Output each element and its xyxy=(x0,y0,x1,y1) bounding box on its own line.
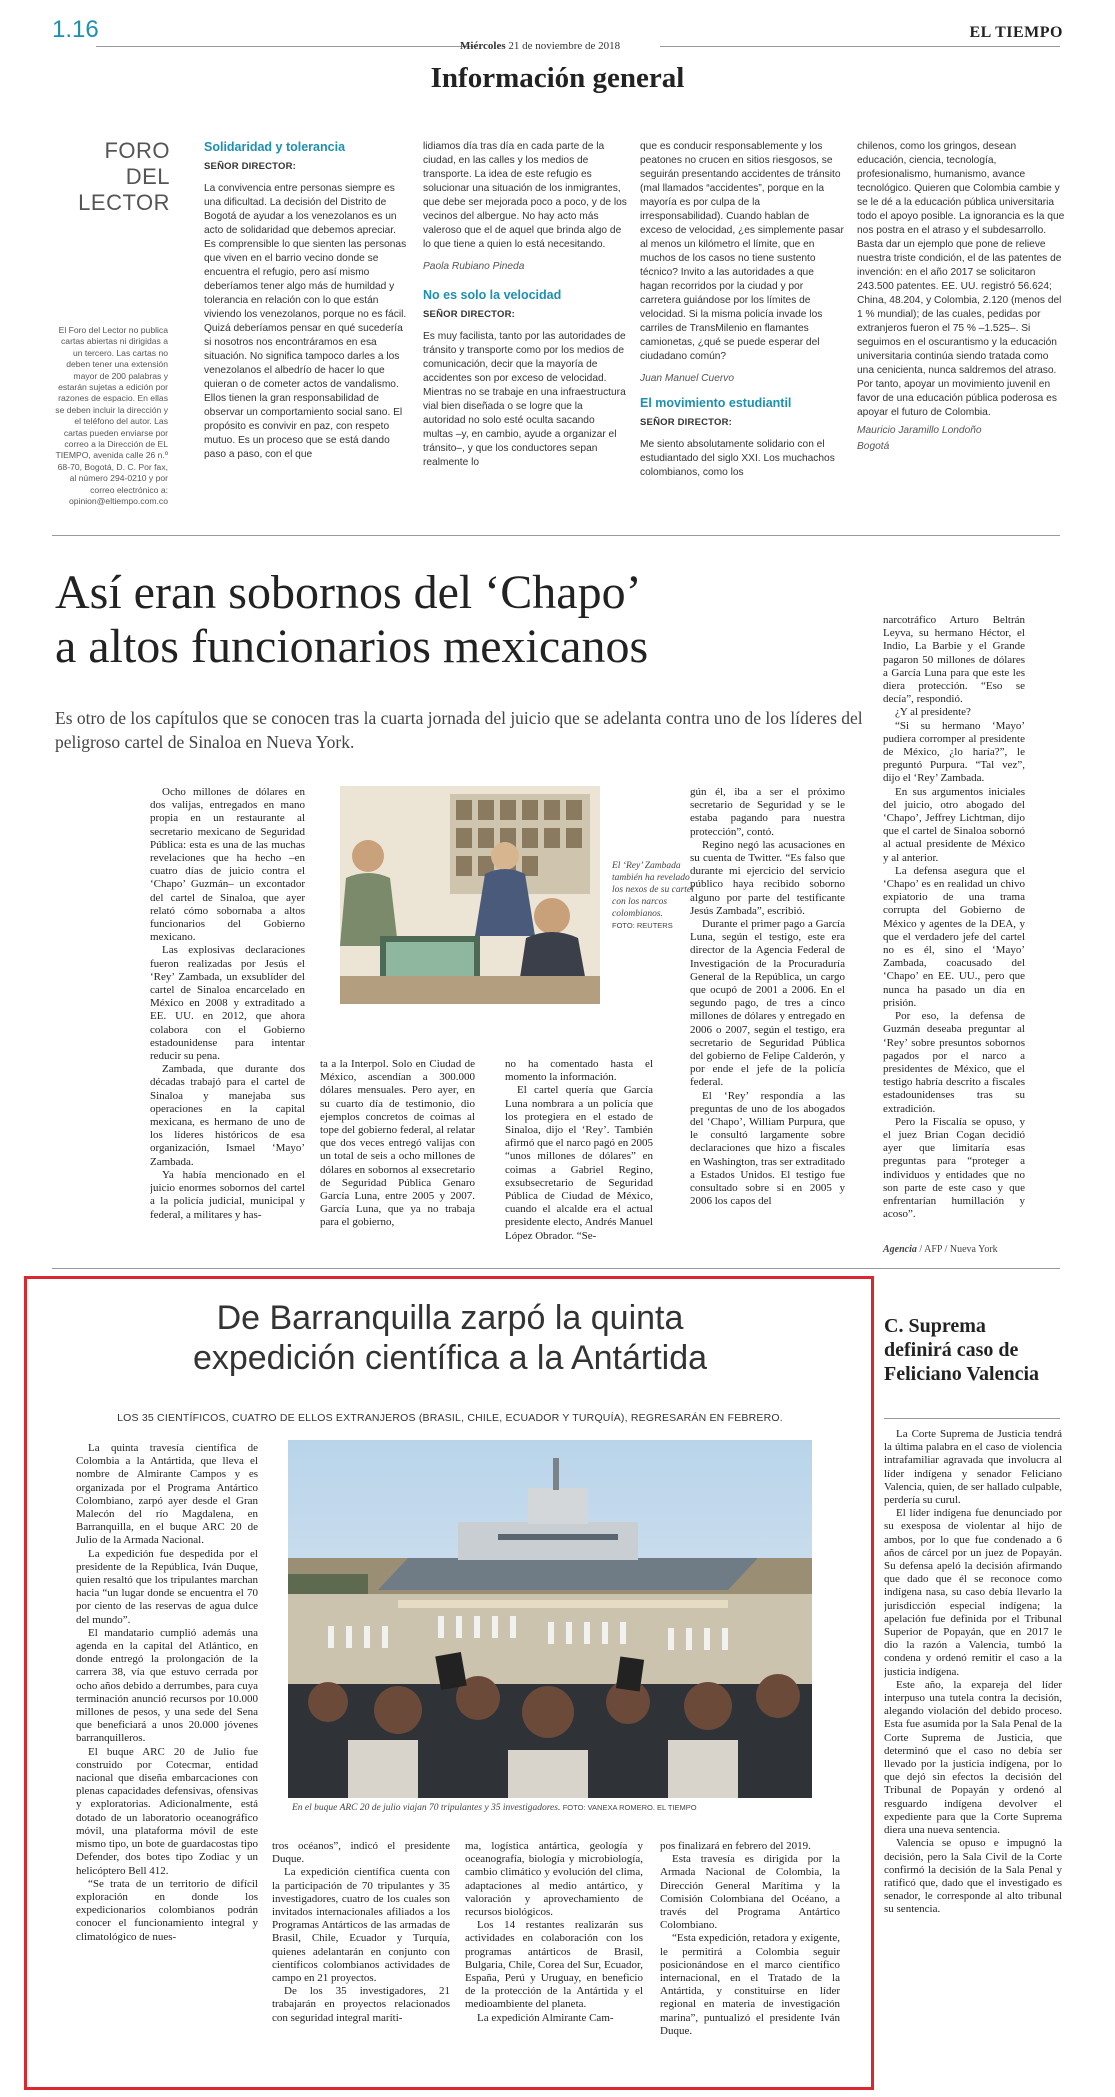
suprema-p4: Valencia se opuso e impugnó la decisión, pero la Sala Civil de la Corte confirmó la decisión de la Sala Penal y ratificó que, dado que el investigado es senador, le corresponde al alto tribunal su sentencia. xyxy=(884,1837,1062,1916)
antartida-column-3 xyxy=(465,1840,643,2076)
chapo-col4-p4: El ‘Rey’ respondía a las preguntas de uno de los abogados del ‘Chapo’, William Purpura, que le consultó largamente sobre declaraciones que hizo a fiscales en Washington, tras ser extraditado a Estados Unidos. El testigo fue consultado sobre si en 2005 y 2006 los capos del xyxy=(690,1089,845,1208)
chapo-col5-p5: La defensa asegura que el ‘Chapo’ es en realidad un chivo expiatorio de una trama corrupta del Gobierno de México y agentes de la DEA, y que el verdadero jefe del cartel no es él, sino el ‘Mayo’ Zambada, coacusado del ‘Chapo’ en EE. UU., pero que nunca ha pasado un día en prisión. xyxy=(883,864,1025,1009)
letter1-body-2: lidiamos día tras día en cada parte de la ciudad, en las calles y los medios de transporte. La idea de este refugio es solucionar una situación de los inmigrantes, que debe ser mejorada poco a poco, y de los vecinos del albergue. No hay acto más valeroso que el de aquel que brinda algo de lo que tiene a quien lo está necesitando. xyxy=(423,141,627,250)
chapo-caption-source: FOTO: REUTERS xyxy=(612,921,673,930)
courtroom-sketch-svg xyxy=(340,786,600,1004)
antartida-headline-line1: De Barranquilla zarpó la quinta xyxy=(216,1299,684,1337)
letter1-salutation: SEÑOR DIRECTOR: xyxy=(204,161,297,172)
foro-divider xyxy=(52,535,1060,536)
foro-column-4 xyxy=(857,140,1065,522)
foro-column-2 xyxy=(423,140,627,522)
letter3-city: Bogotá xyxy=(857,441,890,452)
antartida-col1-p1: La quinta travesía científica de Colombia a la Antártida, que lleva el nombre de Almirante Campos y es organizada por el Programa Antártico Colombiano, zarpó ayer desde el Gran Malecón del río Magdalena, en Barranquilla, en el buque ARC 20 de Julio de la Armada Nacional. xyxy=(76,1442,258,1547)
foro-title-line1: FORO DEL xyxy=(104,138,170,189)
letter2-body-2: que es conducir responsablemente y los peatones no crucen en sitios riesgosos, se seguirán presentando accidentes de tránsito (mal llamados “accidentes”, porque en la mayoría es por culpa de la irresponsabilidad). Cuando hablan de exceso de velocidad, ¿es simplemente pasar al menos un kilómetro el límite, que en muchos de los casos no tiene sustento técnico? Invito a las autoridades a que hagan recorridos por la ciudad y por carretera guiándose por los límites de velocidad. Si la misma policía invade los carriles de TransMilenio en flamantes camionetas, ¿qué se puede esperar del ciudadano común? xyxy=(640,141,844,362)
antartida-column-1 xyxy=(76,1442,258,2076)
chapo-col5-p6: Por eso, la defensa de Guzmán deseaba preguntar al ‘Rey’ sobre presuntos sobornos pagados por el narco a presidentes de México, que el testigo habría descrito a fiscales estadounidenses tras su extradición. xyxy=(883,1010,1025,1115)
page-number xyxy=(52,16,99,44)
antartida-col2-p2: La expedición científica cuenta con la participación de 70 tripulantes y 35 investigadores, cuatro de los cuales son invitados internacionales afiliados a los Programas Antárticos de las armadas de Brasil, Chile, Ecuador y Turquía, quienes adelantarán en conjunto con científicos colombianos actividades de campo en 21 proyectos. xyxy=(272,1866,450,1985)
letter1-body-1: La convivencia entre personas siempre es una dificultad. La decisión del Distrito de Bogotá de ayudar a los venezolanos es un acto de solidaridad que debemos apreciar. Es comprensible lo que sienten las personas que viven en el barrio vecino donde se encuentra el refugio, pero así mismo deberíamos tener algo más de humildad y tolerancia en relación con lo que están viviendo los venezolanos, porque no es fácil. Quizá deberíamos pensar en qué sucedería si nosotros nos encontráramos en esa situación. No significa tampoco darles a los venezolanos el albedrío de hacer lo que quieran o de cometer actos de vandalismo. Ellos tienen la gran responsabilidad de observar un comportamiento social sano. El propósito es convivir en paz, con respeto mutuo. Es un proceso que se está dando paso a paso, con el que xyxy=(204,183,407,460)
chapo-headline xyxy=(55,566,875,674)
chapo-col4-p3: Durante el primer pago a García Luna, según el testigo, este era director de la Agencia Federal de Investigación de la Procuraduría General de la República, un cargo que ocupó de 2001 a 2006. En el segundo pago, de tres a cinco millones de dólares y entregado en 2006 o 2007, según el testigo, era secretario de Seguridad Pública del gobierno de Felipe Calderón, y por ende el jefe de la policía federal. xyxy=(690,918,845,1089)
antartida-col2-p3: De los 35 investigadores, 21 trabajarán en proyectos relacionados con seguridad integral maríti- xyxy=(272,1985,450,2024)
chapo-col3-p1: no ha comentado hasta el momento la información. xyxy=(505,1058,653,1084)
chapo-credit-agency: Agencia xyxy=(883,1244,917,1255)
antartida-col2-p1: tros océanos”, indicó el presidente Duque. xyxy=(272,1840,450,1866)
chapo-col1-p1: Ocho millones de dólares en dos valijas, entregados en mano propia en un restaurante al secretario mexicano de Seguridad Pública: esta es una de las muchas revelaciones que ha hecho –en cuatro días de juicio contra el ‘Chapo’ Guzmán– un excontador del cartel de Sinaloa, que ayer relató cómo sobornaba a altos funcionarios del Gobierno mexicano. xyxy=(150,786,305,944)
chapo-col3-p2: El cartel quería que García Luna nombrara a un policía que los protegiera en el estado de Sinaloa, dijo el ‘Rey’. También afirmó que el narco pagó en 2005 “unos millones de dólares” en coimas a Gabriel Regino, exsubsecretario de Seguridad Pública de Ciudad de México, cuando el alcalde era el actual presidente electo, Andrés Manuel López Obrador. “Se- xyxy=(505,1084,653,1242)
letter1-signature: Paola Rubiano Pineda xyxy=(423,261,525,272)
ship-photo-svg xyxy=(288,1440,812,1798)
suprema-p1: La Corte Suprema de Justicia tendrá la última palabra en el caso de violencia intrafamiliar agravada que involucra al líder indígena y senador Feliciano Valencia, quien, de ser hallado culpable, perdería su curul. xyxy=(884,1428,1062,1507)
header-date-rest: 21 de noviembre de 2018 xyxy=(508,40,621,52)
antartida-caption-source: FOTO: VANEXA ROMERO. EL TIEMPO xyxy=(562,1803,697,1812)
chapo-col4-p2: Regino negó las acusaciones en su cuenta de Twitter. “Es falso que durante mi ejercicio del servicio público haya recibido soborno alguno por parte del testificante Jesús Zambada”, escribió. xyxy=(690,838,845,917)
letter3-salutation: SEÑOR DIRECTOR: xyxy=(640,417,733,428)
antartida-subhead: LOS 35 CIENTÍFICOS, CUATRO DE ELLOS EXTRANJEROS (BRASIL, CHILE, ECUADOR Y TURQUÍA), REGRESARÁN EN FEBRERO. xyxy=(117,1412,783,1424)
chapo-column-4 xyxy=(690,786,845,1268)
chapo-deck: Es otro de los capítulos que se conocen tras la cuarta jornada del juicio que se adelanta contra uno de los líderes del peligroso cartel de Sinaloa en Nueva York. xyxy=(55,708,863,752)
chapo-column-5 xyxy=(883,614,1025,1242)
suprema-column xyxy=(884,1428,1062,2068)
chapo-col5-p2: ¿Y al presidente? xyxy=(895,706,971,719)
antartida-caption-text: En el buque ARC 20 de julio viajan 70 tripulantes y 35 investigadores. xyxy=(292,1803,561,1813)
antartida-col3-p2: Los 14 restantes realizarán sus actividades en colaboración con los programas antárticos de Brasil, Bulgaria, Chile, Corea del Sur, Ecuador, España, Perú y Uruguay, en beneficio de la protección de la Antártida y el medioambiente del planeta. xyxy=(465,1919,643,2011)
chapo-col5-p1: narcotráfico Arturo Beltrán Leyva, su hermano Héctor, el Indio, La Barbie y el Grande pagaron 50 millones de dólares a García Luna para que este les diera protección. “Eso se decía”, respondió. xyxy=(883,614,1025,706)
section-title: Información general xyxy=(430,62,685,94)
chapo-credit xyxy=(883,1244,998,1255)
chapo-caption xyxy=(612,860,694,932)
antartida-col1-p4: El buque ARC 20 de Julio fue construido por Cotecmar, entidad nacional que diseña embarcaciones con plenas capacidades defensivas, ofensivas y exploratorias. Adicionalmente, está dotado de un laboratorio oceanográfico móvil, una plataforma móvil de este mismo tipo, un bote de guardacostas tipo Defender, dos botes tipo Zodiac y un helicóptero Bell 412. xyxy=(76,1745,258,1877)
antartida-col3-p3: La expedición Almirante Cam- xyxy=(477,2011,614,2024)
letter2-signature: Juan Manuel Cuervo xyxy=(640,373,735,384)
letter1-title: Solidaridad y tolerancia xyxy=(204,140,346,154)
header-rule-left xyxy=(96,46,476,47)
suprema-p2: El líder indígena fue denunciado por su exesposa de violentar al hijo de ambos, por lo que fue condenado a 6 años de cárcel por un juez de Popayán. Su defensa apeló la decisión afirmando que dado que él se reconoce como indígena nasa, su caso debía llevarlo la jurisdicción especial indígena; la apelación fue definida por el Tribunal Superior de Popayán, que en 2017 le dio la razón a Valencia, tumbó la condena y ordenó remitir el caso a la justicia indígena. xyxy=(884,1507,1062,1678)
chapo-col5-p4: En sus argumentos iniciales del juicio, otro abogado del ‘Chapo’, Jeffrey Lichtman, dijo que el cartel de Sinaloa sobornó al actual presidente de México y al anterior. xyxy=(883,785,1025,864)
chapo-credit-rest: / AFP / Nueva York xyxy=(916,1244,998,1255)
foro-notice: El Foro del Lector no publica cartas abiertas ni dirigidas a un tercero. Las cartas no deben tener una extensión mayor de 200 palabras y estarán sujetas a edición por razones de espacio. En ellas se deben incluir la dirección y el teléfono del autor. Las cartas pueden enviarse por correo a la Dirección de EL TIEMPO, avenida calle 26 n.º 68-70, Bogotá, D. C. Por fax, al número 294-0210 y por correo electrónico a: opinion@eltiempo.com.co xyxy=(55,325,168,507)
antartida-col4-p3: “Esta expedición, retadora y exigente, le permitirá a Colombia seguir posicionándose en el marco científico internacional, en el Tratado de la Antártida, y constituirse en líder regional en materia de investigación marina”, puntualizó el presidente Iván Duque. xyxy=(660,1932,840,2037)
header-date-day: Miércoles xyxy=(460,40,506,52)
brand-logo: EL TIEMPO xyxy=(969,24,1063,41)
antartida-col1-p3: El mandatario cumplió además una agenda en la capital del Atlántico, en donde entregó la prolongación de la carrera 38, vía que estuvo cerrada por ocho años debido a derrumbes, para cuya terminación anunció recursos por 10.000 millones de pesos, y una sede del Sena que beneficiará a unos 20.000 jóvenes barranquilleros. xyxy=(76,1626,258,1745)
antartida-col4-p1: pos finalizará en febrero del 2019. xyxy=(660,1840,811,1852)
antartida-col3-p1: ma, logística antártica, geología y oceanografía, biología y microbiología, cambio climático y evolución del clima, adaptaciones al medio antártico, y valoración y aprovechamiento de recursos biológicos. xyxy=(465,1840,643,1919)
foro-column-1 xyxy=(204,140,408,522)
letter3-title: El movimiento estudiantil xyxy=(640,396,792,410)
chapo-col1-p3: Zambada, que durante dos décadas trabajó para el cartel de Sinaloa y manejaba sus operaciones en la capital mexicana, es hermano de uno de los líderes históricos de esa organización, Ismael ‘Mayo’ Zambada. xyxy=(150,1063,305,1168)
antartida-col1-p5: “Se trata de un territorio de difícil exploración en donde los expedicionarios colombianos podrán conocer el funcionamiento integral y climatológico de nues- xyxy=(76,1877,258,1943)
chapo-column-1 xyxy=(150,786,305,1266)
page-number-accent: 1.16 xyxy=(52,16,99,43)
chapo-col1-p4: Ya había mencionado en el juicio enormes sobornos del cartel a la policía judicial, municipal y federal, a militares y has- xyxy=(150,1168,305,1221)
chapo-divider xyxy=(52,1268,1060,1269)
chapo-caption-text: El ‘Rey’ Zambada también ha revelado los nexos de su cartel con los narcos colombianos. xyxy=(612,861,694,919)
antartida-col1-p2: La expedición fue despedida por el presidente de la República, Iván Duque, quien resaltó que los tripulantes marchan hacia “un lugar donde se encuentra el 70 por ciento de las reservas de agua dulce del mundo”. xyxy=(76,1547,258,1626)
chapo-headline-line2: a altos funcionarios mexicanos xyxy=(55,620,649,673)
chapo-column-2 xyxy=(320,1058,475,1268)
antartida-ship-photo xyxy=(288,1440,812,1798)
letter3-signature: Mauricio Jaramillo Londoño xyxy=(857,425,982,436)
header-rule-right xyxy=(660,46,1060,47)
letter2-body-1: Es muy facilista, tanto por las autoridades de tránsito y transporte como por los medios de comunicación, decir que la mayoría de accidentes son por exceso de velocidad. Mientras no se trabaje en una infraestructura vial bien diseñada o se logre que la autoridad no solo esté oculta sacando multas –y, en cambio, ayude a organizar el tránsito–, y que los conductores sepan realmente lo xyxy=(423,331,626,468)
antartida-column-2 xyxy=(272,1840,450,2076)
antartida-column-4 xyxy=(660,1840,840,2076)
suprema-headline: C. Suprema definirá caso de Feliciano Valencia xyxy=(884,1315,1039,1385)
chapo-col5-p7: Pero la Fiscalía se opuso, y el juez Brian Cogan decidió ayer que limitaría esas preguntas para “proteger a individuos y entidades que no son parte de este caso y que enfrentarían humillación y acoso”. xyxy=(883,1115,1025,1221)
letter2-salutation: SEÑOR DIRECTOR: xyxy=(423,309,516,320)
letter3-body-2: chilenos, como los gringos, desean educación, ciencia, tecnología, profesionalismo, humanismo, avance tecnológico. Quieren que Colombia cambie y se le dé a la educación pública universitaria todo el apoyo posible. La ignorancia es la que nos postra en el atraso y el subdesarrollo. Basta dar un ejemplo que pone de relieve nuestra triste condición, el de las patentes de invención: en el año 2017 se solicitaron 243.500 patentes. EE. UU. registró 56.624; China, 48.204, y Colombia, 2.120 (menos del 1 % mundial); de las cuales, pedidas por extranjeros fueron el 75 % –1.525–. Si seguimos en el oscurantismo y la educación universitaria continúa siendo tratada como una cenicienta, nunca saldremos del atraso. Por tanto, apoyar un movimiento juvenil en favor de una educación pública poderosa es apoyar el futuro de Colombia. xyxy=(857,141,1065,418)
suprema-rule xyxy=(884,1418,1060,1419)
chapo-col4-p1: gún él, iba a ser el próximo secretario de Seguridad y se le estaba pagando para nuestra protección”, contó. xyxy=(690,786,845,838)
letter2-title: No es solo la velocidad xyxy=(423,288,562,302)
chapo-col2-p1: ta a la Interpol. Solo en Ciudad de México, ascendían a 300.000 dólares mensuales. Pero ayer, en su cuarto día de testimonio, dio ejemplos concretos de coimas al tope del gobierno federal, al relatar que dos veces entregó valijas con un total de seis a ocho millones de dólares en sobornos al exsecretario de Seguridad Pública Genaro García Luna, entre 2005 y 2007. García Luna, que ya no trabaja para el gobierno, xyxy=(320,1058,475,1229)
chapo-headline-line1: Así eran sobornos del ‘Chapo’ xyxy=(55,566,642,619)
chapo-courtroom-sketch xyxy=(340,786,600,1004)
antartida-caption xyxy=(292,1802,812,1814)
suprema-p3: Este año, la expareja del líder interpuso una tutela contra la decisión, alegando violación del debido proceso. Esta fue asumida por la Sala Penal de la Corte Suprema de Justicia, que determinó que el caso no debía ser llevado por la justicia indígena, por lo que dejó sin efectos la decisión del Tribunal de Popayán y ordenó al resguardo indígena devolver el expediente para que la Corte Suprema diera una nueva sentencia. xyxy=(884,1678,1062,1837)
foro-column-3 xyxy=(640,140,844,522)
chapo-col5-p3: “Si su hermano ‘Mayo’ pudiera corromper al presidente de México, ¿lo haría?”, le preguntó Purpura. “Tal vez”, dijo el ‘Rey’ Zambada. xyxy=(883,719,1025,785)
chapo-col1-p2: Las explosivas declaraciones fueron realizadas por Jesús el ‘Rey’ Zambada, un exsublíder del cartel de Sinaloa encarcelado en México en 2008 y extraditado a EE. UU. en 2012, que ahora colabora con el Gobierno estadounidense para intentar reducir su pena. xyxy=(150,944,305,1063)
antartida-headline-line2: expedición científica a la Antártida xyxy=(192,1339,708,1377)
letter3-body-1: Me siento absolutamente solidario con el estudiantado del siglo XXI. Los muchachos colombianos, como los xyxy=(640,439,835,478)
antartida-headline xyxy=(40,1298,860,1378)
antartida-col4-p2: Esta travesía es dirigida por la Armada Nacional de Colombia, la Dirección General Marítima y la Comisión Colombiana del Océano, a través del Programa Antártico Colombiano. xyxy=(660,1853,840,1932)
foro-title xyxy=(60,138,170,216)
chapo-column-3 xyxy=(505,1058,653,1268)
foro-title-line2: LECTOR xyxy=(78,190,170,215)
header-date xyxy=(460,40,620,52)
